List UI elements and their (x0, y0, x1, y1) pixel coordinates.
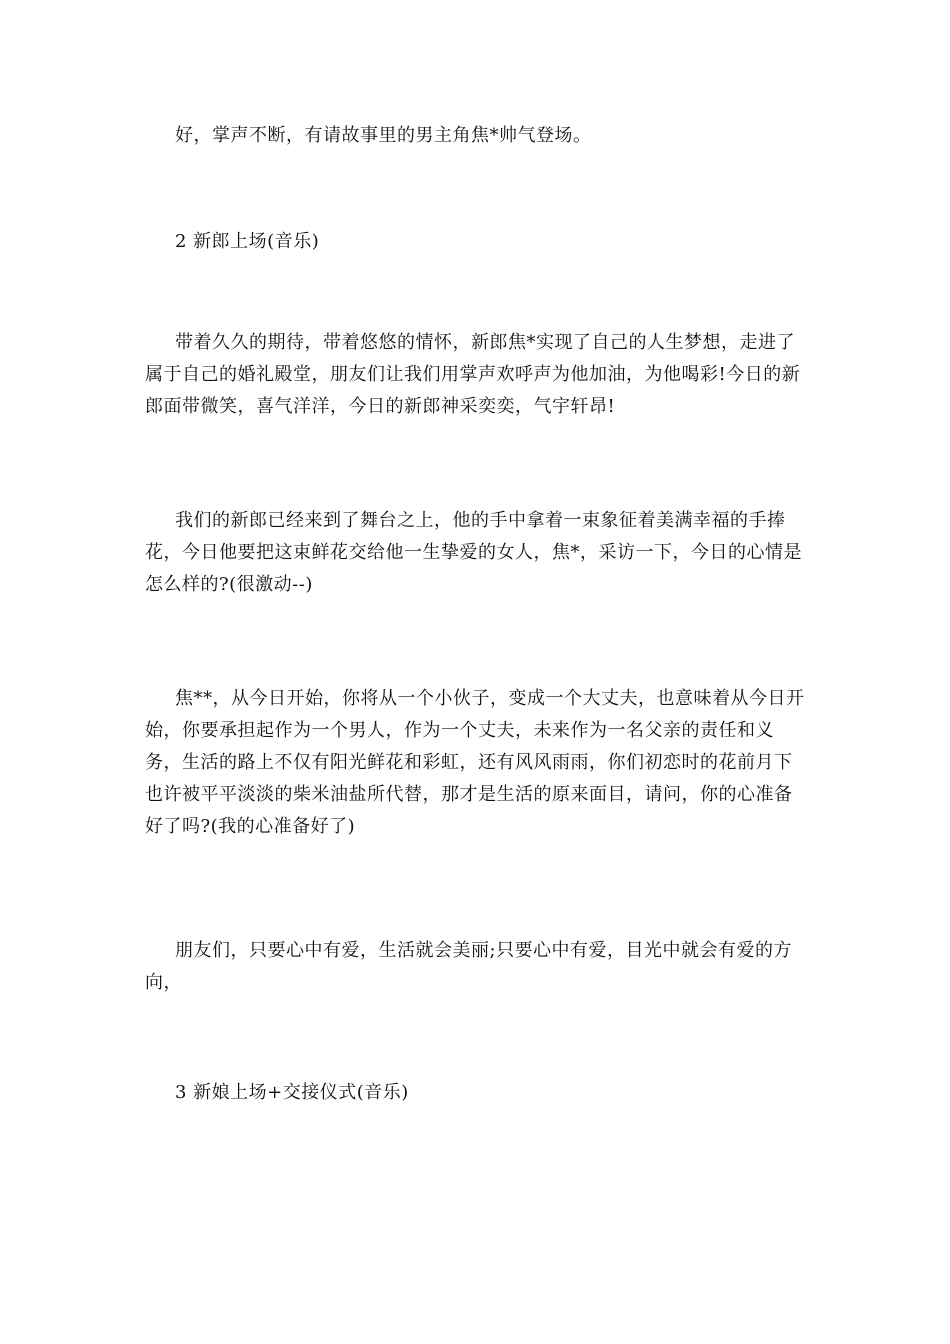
paragraph-groom-responsibility: 焦**，从今日开始，你将从一个小伙子，变成一个大丈夫，也意味着从今日开始，你要承担起作为一个男人，作为一个丈夫，未来作为一名父亲的责任和义务，生活的路上不仅有阳光鲜花和彩虹，还有风风雨雨，你们初恋时的花前月下也许被平平淡淡的柴米油盐所代替，那才是生活的原来面目，请问，你的心准备好了吗?(我的心准备好了) (145, 688, 805, 837)
section-heading-groom-entrance: 2 新郎上场(音乐) (175, 231, 320, 252)
paragraph-groom-bouquet: 我们的新郎已经来到了舞台之上，他的手中拿着一束象征着美满幸福的手捧花，今日他要把这束鲜花交给他一生挚爱的女人，焦*，采访一下，今日的心情是怎么样的?(很激动--) (145, 510, 802, 595)
paragraph-groom-expectation: 带着久久的期待，带着悠悠的情怀，新郎焦*实现了自己的人生梦想，走进了属于自己的婚礼殿堂，朋友们让我们用掌声欢呼声为他加油，为他喝彩!今日的新郎面带微笑，喜气洋洋，今日的新郎神采奕奕，气宇轩昂! (145, 332, 801, 417)
paragraph-love-direction: 朋友们，只要心中有爱，生活就会美丽;只要心中有爱，目光中就会有爱的方向， (145, 940, 793, 993)
paragraph-groom-entrance-intro: 好，掌声不断，有请故事里的男主角焦*帅气登场。 (175, 125, 592, 146)
section-heading-bride-entrance: 3 新娘上场+交接仪式(音乐) (175, 1082, 409, 1103)
